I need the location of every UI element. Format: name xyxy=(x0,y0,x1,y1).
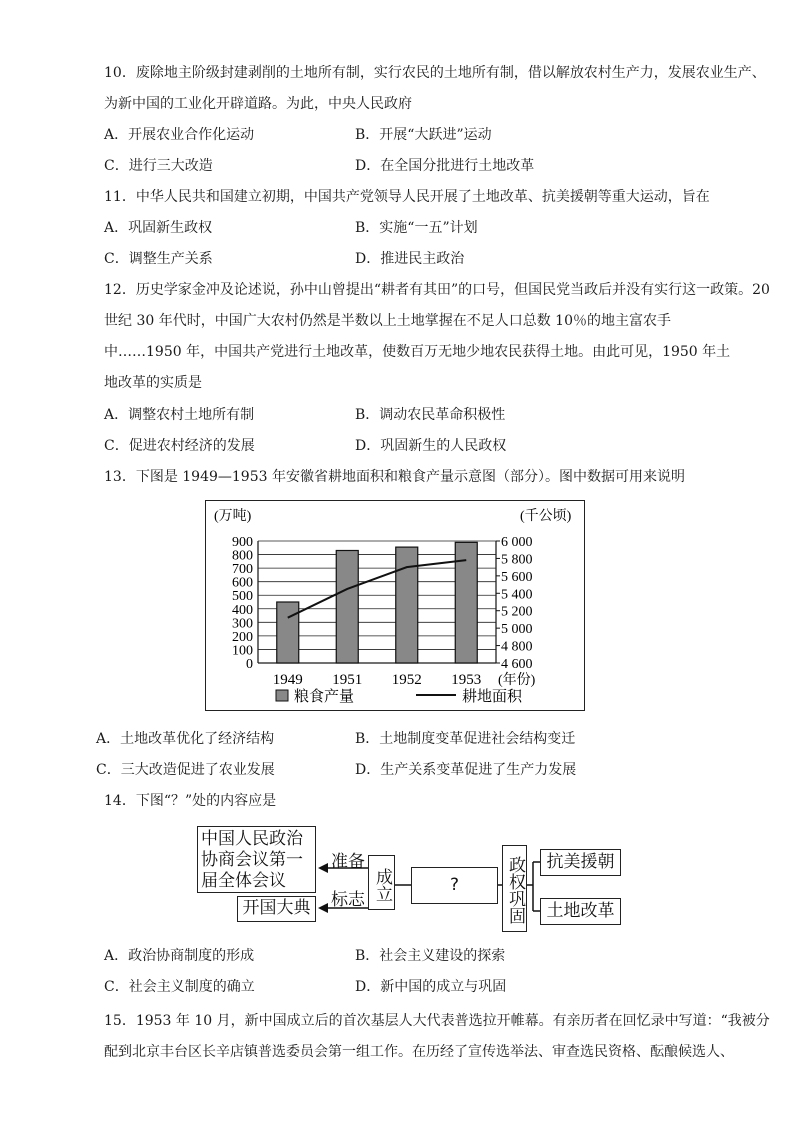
arrow-symbol-head xyxy=(318,903,328,913)
x-tick-label: 1952 xyxy=(391,672,422,688)
cppcc-session-box xyxy=(197,826,316,893)
left-tick-label: 600 xyxy=(232,575,253,591)
bar xyxy=(277,602,299,663)
right-tick-label: 5 600 xyxy=(501,569,533,585)
q11-option-a: A．巩固新生政权 xyxy=(104,220,213,236)
x-tick-label: 1949 xyxy=(272,672,303,688)
regime-consolidation-box: 政权巩固 xyxy=(502,845,527,932)
left-tick-label: 900 xyxy=(232,535,253,550)
left-axis-unit: (万吨) xyxy=(214,509,252,524)
q14-stem-line-1: 14．下图“？”处的内容应是 xyxy=(104,793,277,809)
bar xyxy=(396,547,418,663)
cppcc-line-1: 中国人民政治 xyxy=(201,829,303,849)
symbol-label: 标志 xyxy=(331,890,365,910)
q12-option-c: C．促进农村经济的发展 xyxy=(104,438,255,454)
right-tick-label: 5 800 xyxy=(501,552,533,568)
q14-option-a: A．政治协商制度的形成 xyxy=(104,948,255,964)
q12-stem-line-1: 12．历史学家金冲及论述说，孙中山曾提出“耕者有其田”的口号，但国民党当政后并没有实行这一政策。20 xyxy=(104,282,770,298)
left-tick-label: 500 xyxy=(232,589,253,605)
legend-bar-label: 粮食产量 xyxy=(294,689,355,705)
legend-line-label: 耕地面积 xyxy=(462,689,523,705)
q10-option-b: B．开展“大跃进”运动 xyxy=(355,127,492,143)
q13-stem-line-1: 13．下图是 1949—1953 年安徽省耕地面积和粮食产量示意图（部分）。图中数据可用来说明 xyxy=(104,469,685,485)
q12-option-b: B．调动农民革命积极性 xyxy=(355,407,506,423)
right-tick-label: 5 200 xyxy=(501,604,533,620)
right-tick-label: 6 000 xyxy=(501,535,533,550)
x-axis-unit: (年份) xyxy=(498,673,536,688)
q15-stem-line-1: 15．1953 年 10 月，新中国成立后的首次基层人大代表普选拉开帷幕。有亲历者在回忆录中写道：“我被分 xyxy=(104,1013,770,1029)
land-reform-box: 土地改革 xyxy=(540,898,621,925)
left-tick-label: 400 xyxy=(232,602,253,618)
resist-us-aid-korea-box: 抗美援朝 xyxy=(540,849,621,876)
left-tick-label: 0 xyxy=(246,657,253,672)
arrow-prepare-head xyxy=(318,863,328,873)
q10-stem-line-2: 为新中国的工业化开辟道路。为此，中央人民政府 xyxy=(104,96,412,112)
q10-option-c: C．进行三大改造 xyxy=(104,158,213,174)
q10-option-a: A．开展农业合作化运动 xyxy=(104,127,255,143)
bar xyxy=(336,550,358,663)
q14-option-d: D．新中国的成立与巩固 xyxy=(355,979,507,995)
cppcc-line-3: 届全体会议 xyxy=(201,871,286,891)
chart-frame xyxy=(205,500,585,711)
q13-option-c: C．三大改造促进了农业发展 xyxy=(96,762,275,778)
left-tick-label: 300 xyxy=(232,616,253,632)
legend-bar-swatch xyxy=(276,690,288,701)
q13-option-b: B．土地制度变革促进社会结构变迁 xyxy=(355,731,576,747)
cppcc-line-2: 协商会议第一 xyxy=(201,850,303,870)
q12-stem-line-2: 世纪 30 年代时，中国广大农村仍然是半数以上土地掌握在不足人口总数 10％的地主富农手 xyxy=(104,313,671,329)
prepare-label: 准备 xyxy=(331,852,365,872)
right-axis-unit: (千公顷) xyxy=(520,509,572,524)
right-tick-label: 4 600 xyxy=(501,657,533,672)
left-tick-label: 100 xyxy=(232,643,253,659)
q15-stem-line-2: 配到北京丰台区长辛店镇普选委员会第一组工作。在历经了宣传选举法、审查选民资格、酝酿候选人、 xyxy=(104,1044,734,1060)
q13-option-d: D．生产关系变革促进了生产力发展 xyxy=(355,762,577,778)
q12-stem-line-3: 中……1950 年，中国共产党进行土地改革，使数百万无地少地农民获得土地。由此可见，1950 年土 xyxy=(104,344,731,360)
right-tick-label: 5 000 xyxy=(501,622,533,638)
q10-option-d: D．在全国分批进行土地改革 xyxy=(355,158,535,174)
q11-option-b: B．实施“一五”计划 xyxy=(355,220,478,236)
q12-stem-line-4: 地改革的实质是 xyxy=(104,375,202,391)
q10-stem-line-1: 10．废除地主阶级封建剥削的土地所有制，实行农民的土地所有制，借以解放农村生产力，发展农业生产、 xyxy=(104,65,766,81)
q14-option-b: B．社会主义建设的探索 xyxy=(355,948,506,964)
left-tick-label: 800 xyxy=(232,548,253,564)
right-tick-label: 4 800 xyxy=(501,639,533,655)
q11-option-d: D．推进民主政治 xyxy=(355,251,465,267)
left-tick-label: 200 xyxy=(232,629,253,645)
q12-option-a: A．调整农村土地所有制 xyxy=(104,407,255,423)
grain-area-chart xyxy=(206,501,583,709)
q13-option-a: A．土地改革优化了经济结构 xyxy=(96,731,275,747)
q11-stem-line-1: 11．中华人民共和国建立初期，中国共产党领导人民开展了土地改革、抗美援朝等重大运动，旨在 xyxy=(104,189,710,205)
founded-box: 成立 xyxy=(368,855,395,910)
question-box: ? xyxy=(411,867,498,904)
left-tick-label: 700 xyxy=(232,562,253,578)
q12-option-d: D．巩固新生的人民政权 xyxy=(355,438,507,454)
x-tick-label: 1953 xyxy=(451,672,482,688)
x-tick-label: 1951 xyxy=(332,672,363,688)
founding-ceremony-box: 开国大典 xyxy=(237,896,316,922)
q11-option-c: C．调整生产关系 xyxy=(104,251,213,267)
q14-option-c: C．社会主义制度的确立 xyxy=(104,979,255,995)
right-tick-label: 5 400 xyxy=(501,587,533,603)
